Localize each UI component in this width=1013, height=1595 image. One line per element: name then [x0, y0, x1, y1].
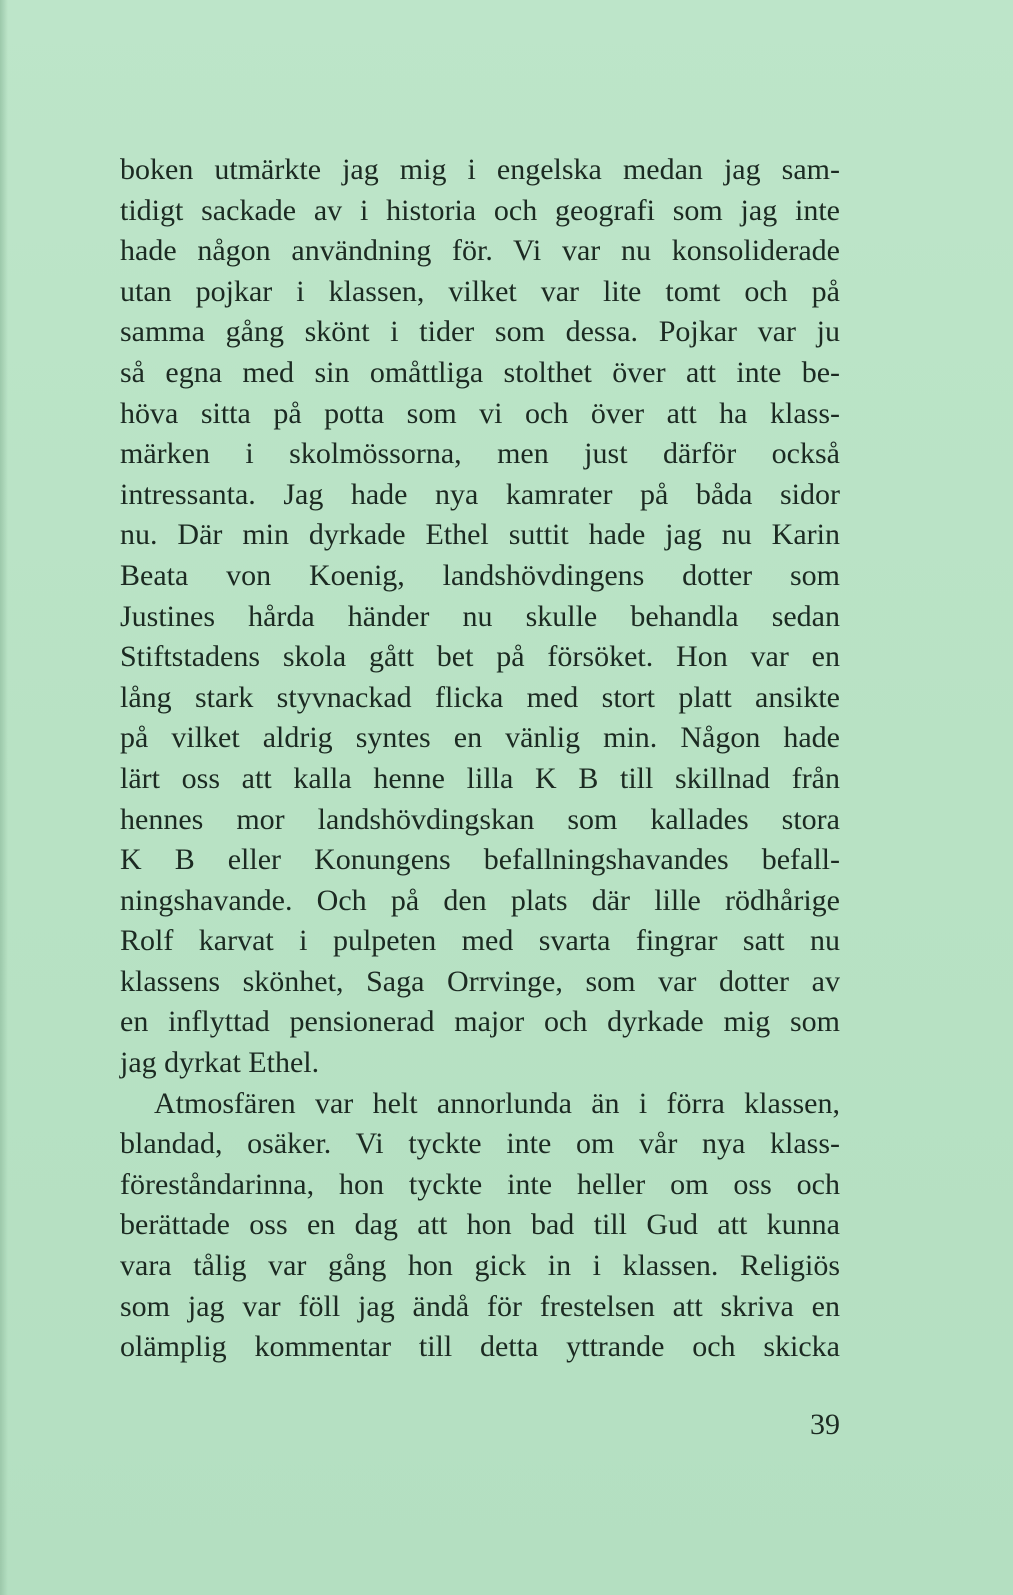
text-line: klassens skönhet, Saga Orrvinge, som var dotter av [120, 964, 840, 998]
text-line: boken utmärkte jag mig i engelska medan jag sam- [120, 153, 840, 186]
text-line: Stiftstadens skola gått bet på försöket. Hon var en [120, 640, 840, 674]
text-line: lång stark styvnackad flicka med stort platt ansikte [120, 680, 840, 714]
text-line: berättade oss en dag att hon bad till Gud att kunna [120, 1208, 840, 1242]
page-number: 39 [810, 1408, 840, 1441]
text-line: Rolf karvat i pulpeten med svarta fingrar satt nu [120, 924, 840, 958]
text-line: samma gång skönt i tider som dessa. Pojkar var ju [120, 315, 840, 349]
text-line: nu. Där min dyrkade Ethel suttit hade jag nu Karin [120, 518, 840, 552]
text-line: föreståndarinna, hon tyckte inte heller om oss och [120, 1167, 840, 1201]
text-line: jag dyrkat Ethel. [120, 1046, 320, 1080]
text-line: blandad, osäker. Vi tyckte inte om vår nya klass- [120, 1127, 840, 1161]
text-line: märken i skolmössorna, men just därför också [120, 437, 840, 471]
text-line: hade någon användning för. Vi var nu konsoliderade [120, 234, 840, 268]
text-line: en inflyttad pensionerad major och dyrkade mig som [120, 1005, 840, 1039]
text-line: som jag var föll jag ändå för frestelsen att skriva en [120, 1289, 840, 1323]
text-line: utan pojkar i klassen, vilket var lite tomt och på [120, 274, 840, 308]
text-line: lärt oss att kalla henne lilla K B till skillnad från [120, 761, 840, 795]
text-line: ningshavande. Och på den plats där lille rödhårige [120, 883, 840, 917]
text-line: så egna med sin omåttliga stolthet över att inte be- [120, 355, 840, 389]
text-line: på vilket aldrig syntes en vänlig min. Någon hade [120, 721, 840, 755]
text-line: Beata von Koenig, landshövdingens dotter som [120, 558, 840, 592]
text-line: höva sitta på potta som vi och över att ha klass- [120, 396, 840, 430]
text-line: hennes mor landshövdingskan som kallades stora [120, 802, 840, 836]
page-edge-shadow [0, 0, 8, 1595]
text-line: K B eller Konungens befallningshavandes befall- [120, 843, 840, 877]
text-line: tidigt sackade av i historia och geografi som jag inte [120, 193, 840, 227]
text-line: intressanta. Jag hade nya kamrater på båda sidor [120, 477, 840, 511]
body-text [120, 150, 840, 1368]
text-line: vara tålig var gång hon gick in i klassen. Religiös [120, 1249, 840, 1283]
text-line: Justines hårda händer nu skulle behandla sedan [120, 599, 840, 633]
text-line: olämplig kommentar till detta yttrande och skicka [120, 1330, 840, 1364]
text-line: Atmosfären var helt annorlunda än i förra klassen, [154, 1086, 840, 1120]
